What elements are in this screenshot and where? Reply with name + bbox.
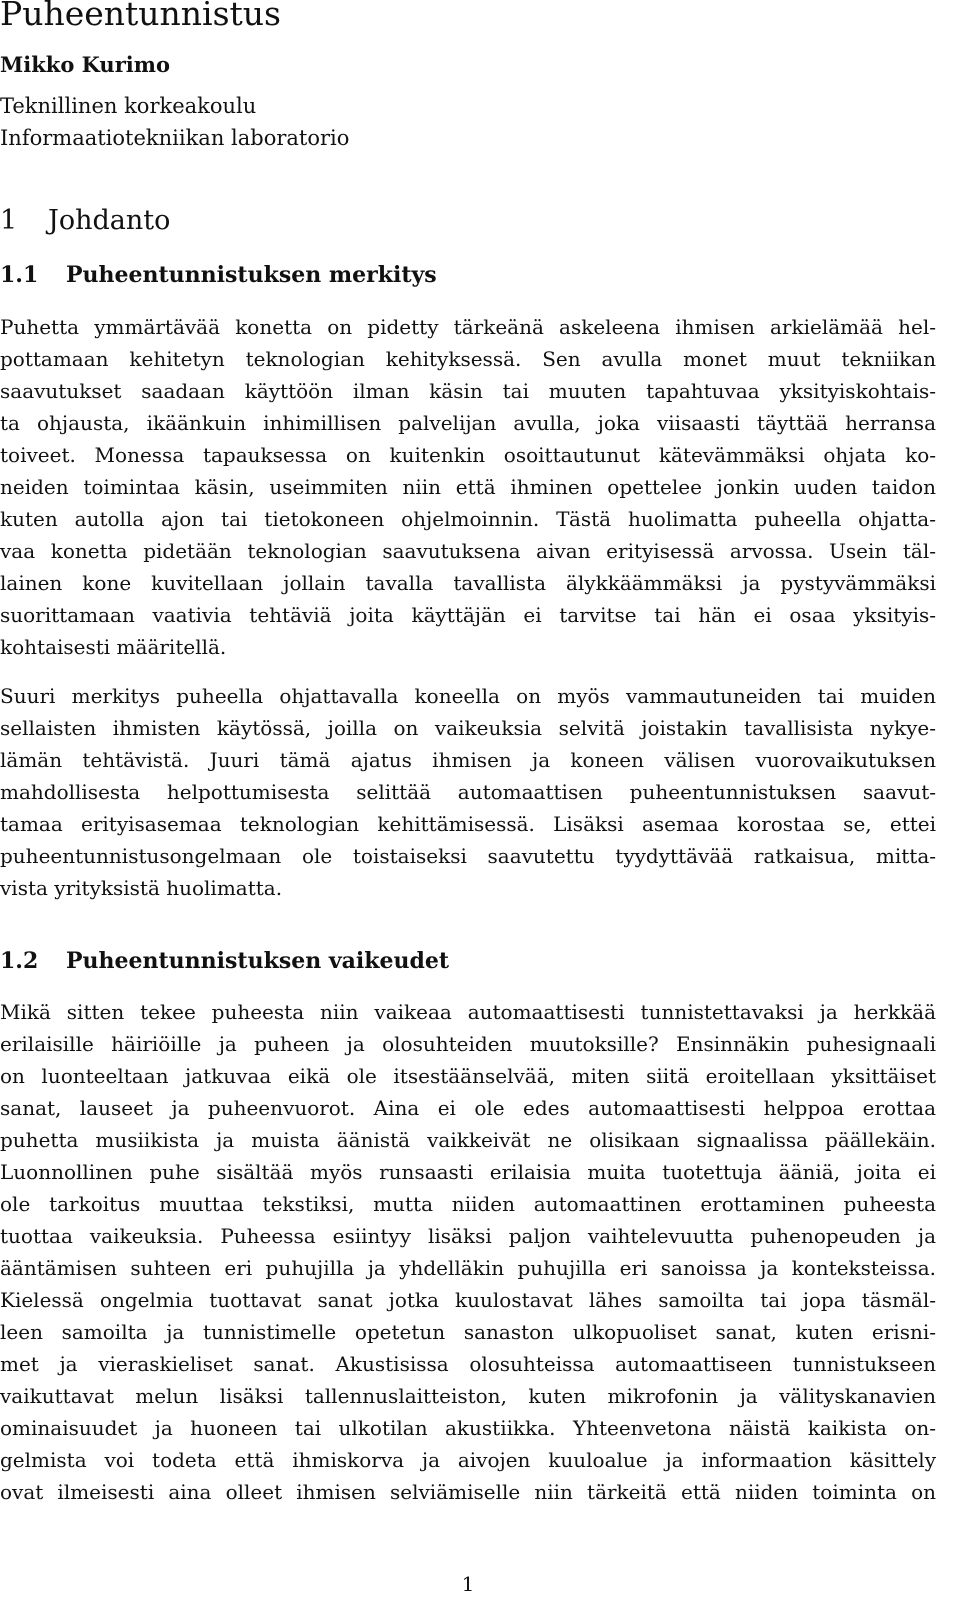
- text-line: tamaa erityisasemaa teknologian kehittämisessä. Lisäksi asemaa korostaa se, ettei: [0, 812, 936, 836]
- subsection-heading: [0, 948, 449, 974]
- text-line: kuten autolla ajon tai tietokoneen ohjelmoinnin. Tästä huolimatta puheella ohjatta-: [0, 507, 936, 531]
- text-line: sanat, lauseet ja puheenvuorot. Aina ei ole edes automaattisesti helppoa erottaa: [0, 1096, 936, 1120]
- text-line: kohtaisesti määritellä.: [0, 635, 227, 659]
- text-line: ominaisuudet ja huoneen tai ulkotilan akustiikka. Yhteenvetona näistä kaikista on-: [0, 1416, 936, 1440]
- text-line: Kielessä ongelmia tuottavat sanat jotka kuulostavat lähes samoilta tai jopa täsmäl-: [0, 1288, 936, 1312]
- text-line: met ja vieraskieliset sanat. Akustisissa olosuhteissa automaattiseen tunnistukseen: [0, 1352, 936, 1376]
- text-line: lainen kone kuvitellaan jollain tavalla tavallista älykkäämmäksi ja pystyvämmäksi: [0, 571, 936, 595]
- author-name: Mikko Kurimo: [0, 52, 170, 77]
- subsection-number: 1.2: [0, 948, 39, 974]
- text-line: Luonnollinen puhe sisältää myös runsaasti erilaisia muita tuotettuja ääniä, joita ei: [0, 1160, 936, 1184]
- section-number: 1: [0, 205, 18, 236]
- text-line: puheentunnistusongelmaan ole toistaiseksi saavutettu tyydyttävää ratkaisua, mitta-: [0, 844, 936, 868]
- text-line: Suuri merkitys puheella ohjattavalla koneella on myös vammautuneiden tai muiden: [0, 684, 936, 708]
- text-line: sellaisten ihmisten käytössä, joilla on vaikeuksia selvitä joistakin tavallisista nykye-: [0, 716, 936, 740]
- text-line: erilaisille häiriöille ja puheen ja olosuhteiden muutoksille? Ensinnäkin puhesignaali: [0, 1032, 936, 1056]
- text-line: saavutukset saadaan käyttöön ilman käsin tai muuten tapahtuvaa yksityiskohtais-: [0, 379, 936, 403]
- text-line: on luonteeltaan jatkuvaa eikä ole itsestäänselvää, miten siitä eroitellaan yksittäiset: [0, 1064, 936, 1088]
- text-line: neiden toimintaa käsin, useimmiten niin että ihminen opettelee jonkin uuden taidon: [0, 475, 936, 499]
- affiliation-line: Informaatiotekniikan laboratorio: [0, 126, 350, 150]
- text-line: Puhetta ymmärtävää konetta on pidetty tärkeänä askeleena ihmisen arkielämää hel-: [0, 315, 936, 339]
- subsection-title: Puheentunnistuksen vaikeudet: [66, 948, 450, 974]
- text-line: puhetta musiikista ja muista äänistä vaikkeivät ne olisikaan signaalissa päällekäin.: [0, 1128, 936, 1152]
- text-line: Mikä sitten tekee puheesta niin vaikeaa automaattisesti tunnistettavaksi ja herkkää: [0, 1000, 936, 1024]
- subsection-title: Puheentunnistuksen merkitys: [66, 262, 437, 288]
- text-line: ovat ilmeisesti aina olleet ihmisen selviämiselle niin tärkeitä että niiden toiminta on: [0, 1480, 936, 1504]
- text-line: ta ohjausta, ikäänkuin inhimillisen palvelijan avulla, joka viisaasti täyttää herransa: [0, 411, 936, 435]
- text-line: gelmista voi todeta että ihmiskorva ja aivojen kuuloalue ja informaation käsittely: [0, 1448, 936, 1472]
- section-heading: [0, 205, 170, 236]
- text-line: suorittamaan vaativia tehtäviä joita käyttäjän ei tarvitse tai hän ei osaa yksityis-: [0, 603, 936, 627]
- affiliation-line: Teknillinen korkeakoulu: [0, 94, 257, 118]
- subsection-number: 1.1: [0, 262, 39, 288]
- text-line: leen samoilta ja tunnistimelle opetetun sanaston ulkopuoliset sanat, kuten erisni-: [0, 1320, 936, 1344]
- text-line: toiveet. Monessa tapauksessa on kuitenkin osoittautunut kätevämmäksi ohjata ko-: [0, 443, 936, 467]
- text-line: vaikuttavat melun lisäksi tallennuslaitteiston, kuten mikrofonin ja välityskanavien: [0, 1384, 936, 1408]
- text-line: ole tarkoitus muuttaa tekstiksi, mutta niiden automaattinen erottaminen puheesta: [0, 1192, 936, 1216]
- subsection-heading: [0, 262, 437, 288]
- text-line: tuottaa vaikeuksia. Puheessa esiintyy lisäksi paljon vaihtelevuutta puhenopeuden ja: [0, 1224, 936, 1248]
- text-line: vista yrityksistä huolimatta.: [0, 876, 283, 900]
- document-title: Puheentunnistus: [0, 0, 281, 33]
- page-number: 1: [461, 1572, 475, 1596]
- text-line: lämän tehtävistä. Juuri tämä ajatus ihmisen ja koneen välisen vuorovaikutuksen: [0, 748, 936, 772]
- text-line: pottamaan kehitetyn teknologian kehityksessä. Sen avulla monet muut tekniikan: [0, 347, 936, 371]
- text-line: ääntämisen suhteen eri puhujilla ja yhdelläkin puhujilla eri sanoissa ja konteksteissa.: [0, 1256, 936, 1280]
- text-line: vaa konetta pidetään teknologian saavutuksena aivan erityisessä arvossa. Usein täl-: [0, 539, 936, 563]
- text-line: mahdollisesta helpottumisesta selittää automaattisen puheentunnistuksen saavut-: [0, 780, 936, 804]
- section-title: Johdanto: [48, 205, 171, 236]
